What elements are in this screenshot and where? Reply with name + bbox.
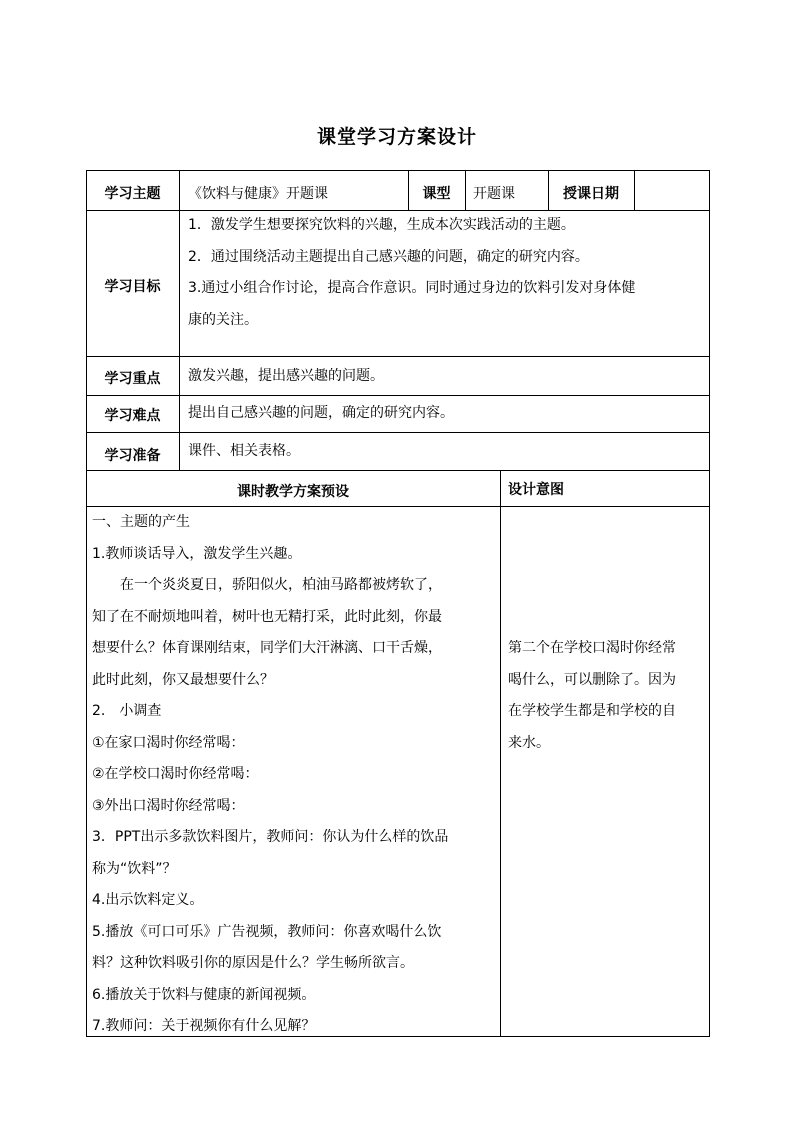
intent-line: 第二个在学校口渴时你经常 xyxy=(508,640,676,656)
plan-line: 4.出示饮料定义。 xyxy=(92,892,204,908)
plan-line: 此时此刻，你又最想要什么？ xyxy=(92,671,274,688)
plan-line: 一、主题的产生 xyxy=(92,514,190,530)
lesson-type-label: 课型 xyxy=(422,186,451,202)
goals-label: 学习目标 xyxy=(104,279,161,295)
plan-line: 知了在不耐烦地叫着，树叶也无精打采，此时此刻，你最 xyxy=(92,608,442,625)
goal-line: 1．激发学生想要探究饮料的兴趣，生成本次实践活动的主题。 xyxy=(188,217,575,233)
lesson-type-value: 开题课 xyxy=(473,186,515,202)
plan-line: ③外出口渴时你经常喝： xyxy=(92,797,245,814)
goal-line: 康的关注。 xyxy=(188,311,258,328)
plan-line: ①在家口渴时你经常喝： xyxy=(92,734,245,751)
plan-header: 课时教学方案预设 xyxy=(237,484,349,500)
design-intent-header: 设计意图 xyxy=(508,482,564,498)
intent-line: 喝什么，可以删除了。因为 xyxy=(508,671,676,688)
plan-line: 6.播放关于饮料与健康的新闻视频。 xyxy=(92,986,316,1003)
plan-line: 想要什么？体育课刚结束，同学们大汗淋漓、口干舌燥， xyxy=(92,640,442,656)
document-title: 课堂学习方案设计 xyxy=(316,126,477,148)
plan-line: 称为“饮料”？ xyxy=(92,860,177,877)
plan-line: ②在学校口渴时你经常喝： xyxy=(92,766,259,782)
difficulties-value: 提出自己感兴趣的问题，确定的研究内容。 xyxy=(188,405,454,421)
plan-line: 在一个炎炎夏日，骄阳似火，柏油马路都被烤软了， xyxy=(92,577,442,593)
goal-line: 2．通过围绕活动主题提出自己感兴趣的问题，确定的研究内容。 xyxy=(188,248,589,265)
intent-line: 在学校学生都是和学校的自 xyxy=(508,703,676,719)
difficulties-label: 学习难点 xyxy=(104,408,161,424)
plan-line: 5.播放《可口可乐》广告视频，教师问：你喜欢喝什么饮 xyxy=(92,923,442,940)
key-points-value: 激发兴趣，提出感兴趣的问题。 xyxy=(188,368,384,384)
theme-value: 《饮料与健康》开题课 xyxy=(188,186,328,202)
plan-content xyxy=(92,507,448,1043)
key-points-label: 学习重点 xyxy=(104,371,161,387)
preparation-label: 学习准备 xyxy=(104,448,161,464)
goals-content xyxy=(188,210,635,336)
plan-line: 1.教师谈话导入，激发学生兴趣。 xyxy=(92,545,302,562)
goal-line: 3.通过小组合作讨论，提高合作意识。同时通过身边的饮料引发对身体健 xyxy=(188,280,636,296)
theme-label: 学习主题 xyxy=(104,186,161,202)
intent-line: 来水。 xyxy=(508,734,550,751)
teaching-date-label: 授课日期 xyxy=(563,186,619,202)
plan-line: 7.教师问：关于视频你有什么见解？ xyxy=(92,1018,316,1034)
plan-line: 3．PPT出示多款饮料图片，教师问：你认为什么样的饮品 xyxy=(92,829,449,845)
design-intent-content xyxy=(508,633,676,759)
plan-line: 2. 小调查 xyxy=(92,703,162,719)
plan-line: 料？这种饮料吸引你的原因是什么？学生畅所欲言。 xyxy=(92,955,414,971)
preparation-value: 课件、相关表格。 xyxy=(188,443,300,459)
